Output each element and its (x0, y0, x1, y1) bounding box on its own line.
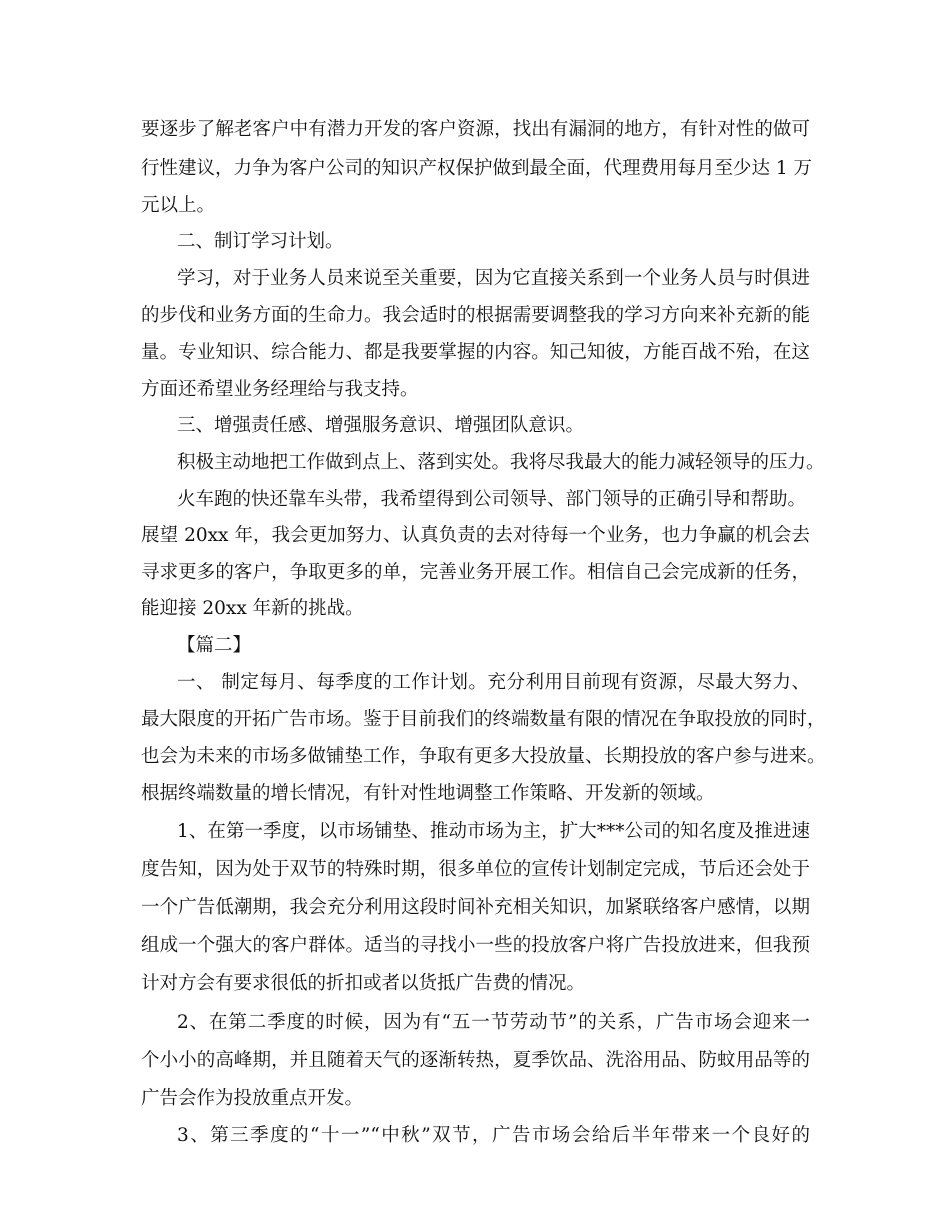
text-line: 要逐步了解老客户中有潜力开发的客户资源，找出有漏洞的地方，有针对性的做可 (141, 119, 810, 140)
text-line: 计对方会有要求很低的折扣或者以货抵广告费的情况。 (141, 973, 586, 994)
text-line: 量。专业知识、综合能力、都是我要掌握的内容。知己知彼，方能百战不殆，在这 (141, 342, 810, 363)
text-line: 元以上。 (141, 195, 216, 216)
section-heading: 二、制订学习计划。 (177, 231, 344, 252)
text-line: 度告知，因为处于双节的特殊时期，很多单位的宣传计划制定完成，节后还会处于 (141, 859, 810, 880)
text-line: 个小小的高峰期，并且随着天气的逐渐转热，夏季饮品、洗浴用品、防蚊用品等的 (141, 1050, 810, 1071)
text-line: 根据终端数量的增长情况，有针对性地调整工作策略、开发新的领域。 (141, 783, 715, 804)
text-line: 积极主动地把工作做到点上、落到实处。我将尽我最大的能力减轻领导的压力。 (177, 452, 825, 473)
text-line: 2、在第二季度的时候，因为有“五一节劳动节”的关系，广告市场会迎来一 (177, 1012, 810, 1033)
section-heading: 三、增强责任感、增强服务意识、增强团队意识。 (177, 415, 585, 436)
text-line: 广告会作为投放重点开发。 (141, 1088, 364, 1109)
text-line: 寻求更多的客户，争取更多的单，完善业务开展工作。相信自己会完成新的任务， (141, 562, 810, 583)
text-line: 一、 制定每月、每季度的工作计划。充分利用目前现有资源，尽最大努力、 (177, 672, 810, 693)
section-heading: 【篇二】 (177, 635, 252, 656)
text-line: 组成一个强大的客户群体。适当的寻找小一些的投放客户将广告投放进来，但我预 (141, 935, 810, 956)
text-line: 3、第三季度的“十一”“中秋”双节，广告市场会给后半年带来一个良好的 (177, 1125, 810, 1146)
text-line: 火车跑的快还靠车头带，我希望得到公司领导、部门领导的正确引导和帮助。 (177, 489, 807, 510)
text-line: 的步伐和业务方面的生命力。我会适时的根据需要调整我的学习方向来补充新的能 (141, 305, 810, 326)
text-line: 学习，对于业务人员来说至关重要，因为它直接关系到一个业务人员与时俱进 (177, 268, 810, 289)
text-line: 行性建议，力争为客户公司的知识产权保护做到最全面，代理费用每月至少达 1 万 (141, 158, 813, 179)
text-line: 方面还希望业务经理给与我支持。 (141, 379, 419, 400)
text-line: 一个广告低潮期，我会充分利用这段时间补充相关知识，加紧联络客户感情，以期 (141, 897, 810, 918)
text-line: 展望 20xx 年，我会更加努力、认真负责的去对待每一个业务，也力争赢的机会去 (141, 525, 810, 546)
text-line: 也会为未来的市场多做铺垫工作，争取有更多大投放量、长期投放的客户参与进来。 (141, 746, 826, 767)
text-line: 1、在第一季度，以市场铺垫、推动市场为主，扩大***公司的知名度及推进速 (177, 821, 810, 842)
text-line: 能迎接 20xx 年新的挑战。 (141, 598, 364, 619)
text-line: 最大限度的开拓广告市场。鉴于目前我们的终端数量有限的情况在争取投放的同时， (141, 709, 826, 730)
